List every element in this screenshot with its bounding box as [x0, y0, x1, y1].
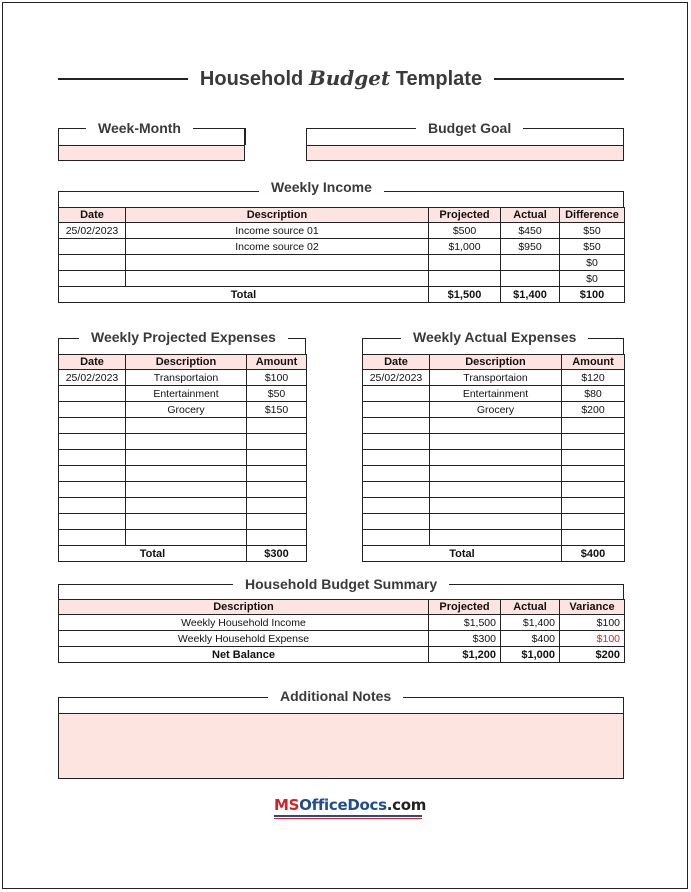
cell-amount[interactable]	[562, 482, 625, 498]
cell-actual[interactable]: $450	[501, 223, 560, 239]
cell-description[interactable]	[430, 530, 562, 546]
net-balance-label: Net Balance	[59, 647, 429, 663]
cell-difference: $0	[560, 271, 625, 287]
table-row	[59, 239, 625, 255]
table-row	[363, 466, 625, 482]
col-header-projected: Projected	[429, 208, 501, 223]
cell-projected[interactable]	[429, 271, 501, 287]
table-row	[59, 615, 625, 631]
table-row	[59, 386, 307, 402]
logo-docs: Docs	[347, 796, 387, 814]
table-row	[363, 402, 625, 418]
cell-difference: $50	[560, 223, 625, 239]
col-header-amount: Amount	[562, 355, 625, 370]
cell-description[interactable]	[430, 482, 562, 498]
actual-expenses-label: Weekly Actual Expenses	[401, 329, 588, 345]
cell-date[interactable]: 25/02/2023	[363, 370, 430, 386]
col-header-actual: Actual	[501, 600, 560, 615]
total-row	[363, 546, 625, 562]
cell-date[interactable]	[363, 434, 430, 450]
table-row	[59, 450, 307, 466]
col-header-description: Description	[430, 355, 562, 370]
cell-amount[interactable]	[247, 498, 307, 514]
cell-amount[interactable]: $120	[562, 370, 625, 386]
col-header-description: Description	[126, 355, 247, 370]
cell-amount[interactable]	[247, 450, 307, 466]
cell-amount[interactable]: $80	[562, 386, 625, 402]
net-balance-row	[59, 647, 625, 663]
total-label: Total	[59, 546, 247, 562]
cell-description[interactable]: Entertainment	[430, 386, 562, 402]
cell-difference: $0	[560, 255, 625, 271]
summary-label: Household Budget Summary	[233, 576, 449, 592]
col-header-amount: Amount	[247, 355, 307, 370]
cell-description: Weekly Household Income	[59, 615, 429, 631]
table-row	[363, 450, 625, 466]
table-row	[59, 255, 625, 271]
title-text-3: Template	[390, 68, 483, 90]
cell-date[interactable]	[59, 434, 126, 450]
logo-ms: MS	[274, 796, 300, 814]
col-header-date: Date	[59, 208, 126, 223]
summary-table	[58, 599, 625, 663]
table-header-row	[59, 600, 625, 615]
col-header-description: Description	[59, 600, 429, 615]
table-row	[59, 530, 307, 546]
cell-description[interactable]: Entertainment	[126, 386, 247, 402]
cell-projected[interactable]: $1,000	[429, 239, 501, 255]
cell-description[interactable]	[126, 418, 247, 434]
cell-actual[interactable]	[501, 271, 560, 287]
cell-description[interactable]	[430, 434, 562, 450]
cell-date[interactable]	[363, 498, 430, 514]
notes-label: Additional Notes	[268, 688, 403, 704]
cell-amount[interactable]	[247, 530, 307, 546]
table-header-row	[363, 355, 625, 370]
week-month-field[interactable]	[58, 145, 245, 161]
cell-description[interactable]	[126, 482, 247, 498]
notes-field[interactable]	[58, 713, 624, 779]
notes-rule-left	[58, 697, 59, 714]
total-row	[59, 287, 625, 303]
cell-amount[interactable]	[562, 498, 625, 514]
cell-amount[interactable]	[247, 466, 307, 482]
cell-actual: $400	[501, 631, 560, 647]
cell-date[interactable]	[59, 482, 126, 498]
cell-projected[interactable]	[429, 255, 501, 271]
col-header-date: Date	[59, 355, 126, 370]
cell-amount[interactable]: $150	[247, 402, 307, 418]
table-row	[363, 482, 625, 498]
table-row	[363, 530, 625, 546]
cell-date[interactable]: 25/02/2023	[59, 370, 126, 386]
cell-description[interactable]: Transportaion	[430, 370, 562, 386]
projected-rule-right	[305, 338, 306, 355]
cell-date[interactable]	[59, 239, 126, 255]
cell-date[interactable]	[59, 386, 126, 402]
cell-description: Weekly Household Expense	[59, 631, 429, 647]
cell-date[interactable]	[59, 498, 126, 514]
col-header-description: Description	[126, 208, 429, 223]
cell-projected[interactable]: $500	[429, 223, 501, 239]
table-row	[59, 434, 307, 450]
col-header-projected: Projected	[429, 600, 501, 615]
cell-description[interactable]	[126, 450, 247, 466]
cell-amount[interactable]	[247, 434, 307, 450]
table-header-row	[59, 208, 625, 223]
cell-description[interactable]	[430, 450, 562, 466]
weekly-income-table	[58, 207, 625, 303]
col-header-variance: Variance	[560, 600, 625, 615]
cell-date[interactable]	[59, 466, 126, 482]
budget-goal-rule-right	[623, 128, 624, 145]
budget-goal-field[interactable]	[306, 145, 624, 161]
actual-rule-right	[623, 338, 624, 355]
cell-amount[interactable]	[562, 450, 625, 466]
table-row	[363, 418, 625, 434]
notes-rule-right	[623, 697, 624, 714]
total-amount: $300	[247, 546, 307, 562]
logo-underline-red	[274, 818, 422, 819]
cell-actual: $1,400	[501, 615, 560, 631]
table-row	[59, 482, 307, 498]
cell-date[interactable]	[363, 466, 430, 482]
cell-amount[interactable]	[562, 418, 625, 434]
table-row	[363, 370, 625, 386]
cell-description[interactable]	[126, 514, 247, 530]
cell-amount[interactable]	[562, 466, 625, 482]
table-row	[363, 514, 625, 530]
cell-date[interactable]	[363, 530, 430, 546]
income-rule-left	[58, 191, 59, 208]
logo-dotcom: .com	[386, 796, 427, 814]
cell-amount[interactable]: $200	[562, 402, 625, 418]
cell-description[interactable]	[126, 498, 247, 514]
cell-date[interactable]	[363, 450, 430, 466]
cell-description[interactable]: Income source 01	[126, 223, 429, 239]
income-rule-right	[623, 191, 624, 208]
cell-amount[interactable]	[562, 530, 625, 546]
table-row	[363, 434, 625, 450]
logo-underline-blue	[274, 815, 422, 817]
cell-date[interactable]: 25/02/2023	[59, 223, 126, 239]
page-title	[58, 66, 624, 91]
budget-goal-label: Budget Goal	[416, 120, 523, 136]
table-row	[363, 386, 625, 402]
cell-description[interactable]	[126, 466, 247, 482]
cell-amount[interactable]	[247, 418, 307, 434]
table-row	[59, 514, 307, 530]
cell-description[interactable]	[430, 498, 562, 514]
msofficedocs-logo	[274, 792, 427, 820]
cell-projected: $1,500	[429, 615, 501, 631]
cell-description[interactable]: Transportaion	[126, 370, 247, 386]
projected-rule-left	[58, 338, 59, 355]
net-variance: $200	[560, 647, 625, 663]
actual-expenses-table	[362, 354, 625, 562]
cell-description[interactable]	[126, 255, 429, 271]
cell-amount[interactable]	[247, 514, 307, 530]
cell-amount[interactable]: $100	[247, 370, 307, 386]
weekly-income-label: Weekly Income	[259, 179, 384, 195]
summary-rule-left	[58, 584, 59, 600]
week-month-rule-left	[58, 128, 59, 145]
cell-variance-negative: $100	[560, 631, 625, 647]
title-text-1: Household	[199, 68, 309, 90]
total-difference: $100	[560, 287, 625, 303]
cell-amount[interactable]	[247, 482, 307, 498]
net-projected: $1,200	[429, 647, 501, 663]
cell-amount[interactable]: $50	[247, 386, 307, 402]
table-row	[59, 223, 625, 239]
cell-date[interactable]	[59, 402, 126, 418]
cell-date[interactable]	[363, 402, 430, 418]
cell-date[interactable]	[59, 514, 126, 530]
cell-date[interactable]	[59, 450, 126, 466]
logo-text	[274, 796, 427, 814]
logo-office: Office	[299, 796, 348, 814]
table-row	[59, 498, 307, 514]
actual-rule-left	[362, 338, 363, 355]
table-header-row	[59, 355, 307, 370]
table-row	[59, 402, 307, 418]
table-row	[59, 370, 307, 386]
cell-date[interactable]	[363, 482, 430, 498]
cell-description[interactable]	[430, 514, 562, 530]
cell-difference: $50	[560, 239, 625, 255]
cell-actual[interactable]	[501, 255, 560, 271]
cell-variance: $100	[560, 615, 625, 631]
table-row	[59, 466, 307, 482]
total-amount: $400	[562, 546, 625, 562]
cell-date[interactable]	[363, 418, 430, 434]
budget-goal-rule-left	[306, 128, 307, 145]
cell-description[interactable]	[126, 530, 247, 546]
table-row	[59, 418, 307, 434]
total-label: Total	[59, 287, 429, 303]
week-month-label: Week-Month	[86, 120, 193, 136]
cell-description[interactable]	[430, 466, 562, 482]
week-month-rule-right	[245, 128, 246, 145]
cell-date[interactable]	[59, 255, 126, 271]
col-header-date: Date	[363, 355, 430, 370]
cell-projected: $300	[429, 631, 501, 647]
table-row	[363, 498, 625, 514]
cell-description[interactable]: Grocery	[430, 402, 562, 418]
col-header-actual: Actual	[501, 208, 560, 223]
title-row	[58, 66, 624, 94]
cell-amount[interactable]	[562, 434, 625, 450]
col-header-difference: Difference	[560, 208, 625, 223]
cell-description[interactable]	[430, 418, 562, 434]
cell-description[interactable]	[126, 434, 247, 450]
total-label: Total	[363, 546, 562, 562]
cell-amount[interactable]	[562, 514, 625, 530]
projected-expenses-label: Weekly Projected Expenses	[79, 329, 288, 345]
cell-description[interactable]	[126, 271, 429, 287]
total-actual: $1,400	[501, 287, 560, 303]
cell-date[interactable]	[363, 386, 430, 402]
table-row	[59, 631, 625, 647]
summary-rule-right	[623, 584, 624, 600]
title-text-script: Budget	[308, 66, 391, 90]
cell-date[interactable]	[59, 530, 126, 546]
cell-description[interactable]: Income source 02	[126, 239, 429, 255]
cell-date[interactable]	[363, 514, 430, 530]
table-row	[59, 271, 625, 287]
total-row	[59, 546, 307, 562]
cell-date[interactable]	[59, 271, 126, 287]
cell-description[interactable]: Grocery	[126, 402, 247, 418]
projected-expenses-table	[58, 354, 307, 562]
cell-date[interactable]	[59, 418, 126, 434]
total-projected: $1,500	[429, 287, 501, 303]
cell-actual[interactable]: $950	[501, 239, 560, 255]
net-actual: $1,000	[501, 647, 560, 663]
